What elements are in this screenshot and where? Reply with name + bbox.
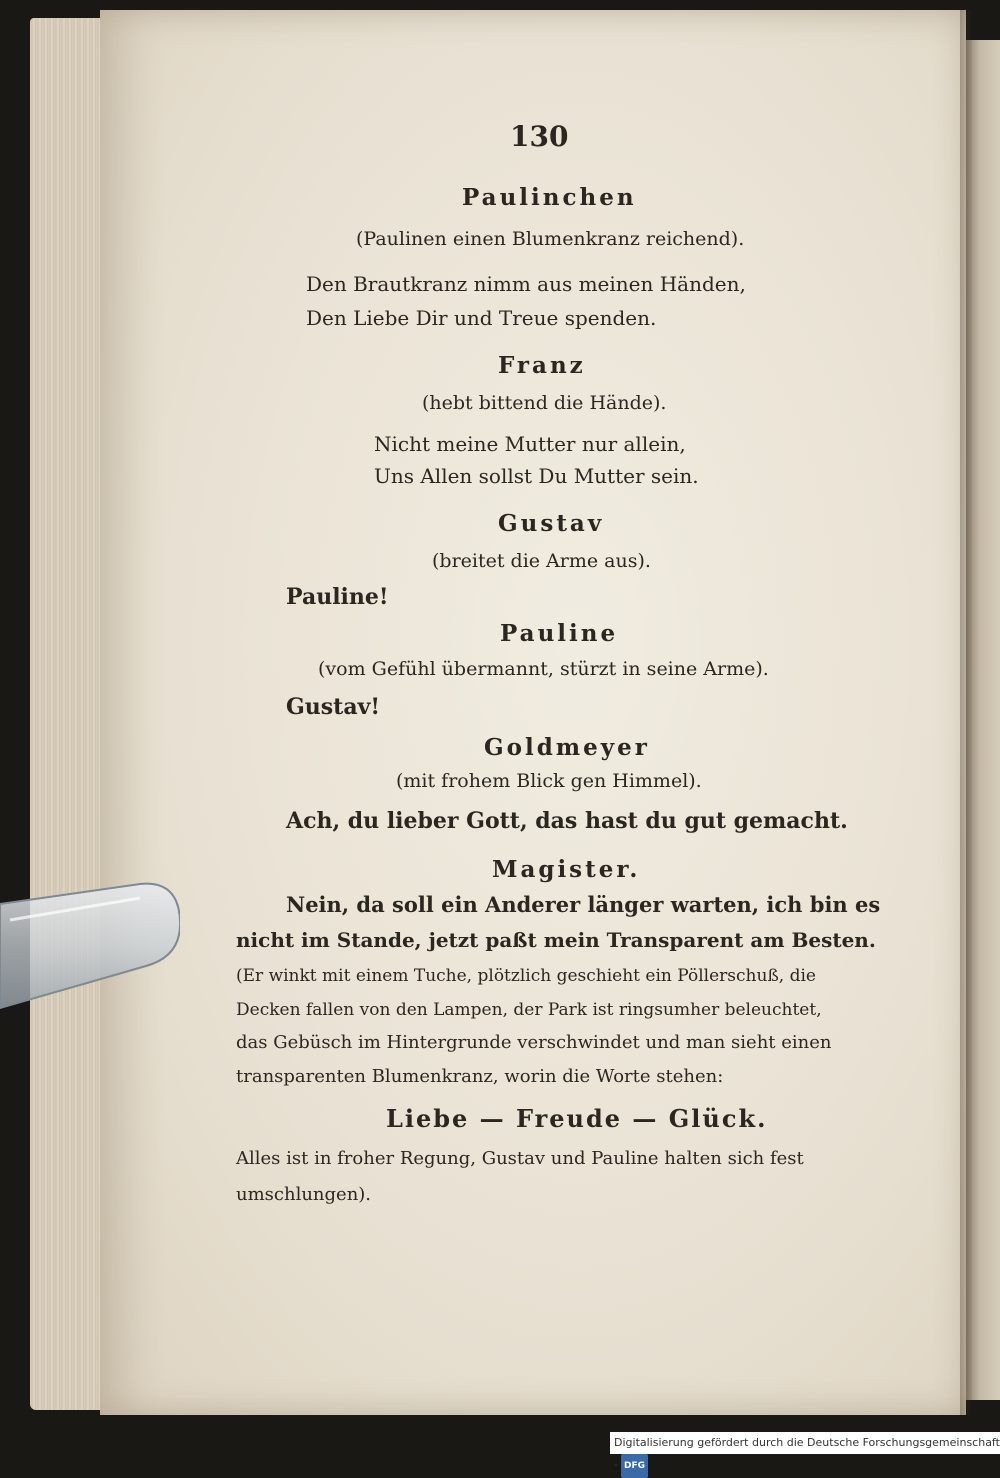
dfg-logo: DFG [621,1454,648,1478]
verse-line: Den Brautkranz nimm aus meinen Händen, [306,272,746,296]
digitization-footer [610,1432,1000,1471]
book-page [100,10,966,1415]
speech-line: Ach, du lieber Gott, das hast du gut gemacht. [286,808,848,834]
stage-direction: (hebt bittend die Hände). [422,392,667,414]
stage-direction: (mit frohem Blick gen Himmel). [396,770,702,792]
stage-direction: (vom Gefühl übermannt, stürzt in seine Arme). [318,658,769,680]
speaker-goldmeyer: Goldmeyer [484,734,650,761]
stage-direction: transparenten Blumenkranz, worin die Worte stehen: [236,1066,724,1087]
speaker-franz: Franz [498,352,586,379]
stage-direction: umschlungen). [236,1184,372,1205]
stage-direction: (Er winkt mit einem Tuche, plötzlich geschieht ein Pöllerschuß, die [236,966,816,986]
speaker-pauline: Pauline [500,620,619,647]
page-gutter [960,10,972,1415]
stage-direction: (breitet die Arme aus). [432,550,651,572]
stage-direction: Decken fallen von den Lampen, der Park ist ringsumher beleuchtet, [236,1000,822,1020]
page-number: 130 [510,120,569,153]
page-edges [30,18,110,1410]
verse-line: Uns Allen sollst Du Mutter sein. [374,464,699,488]
stage-direction: Alles ist in froher Regung, Gustav und Pauline halten sich fest [236,1148,804,1169]
verse-line: Den Liebe Dir und Treue spenden. [306,306,657,330]
speech-line: Gustav! [286,694,381,720]
verse-line: Nicht meine Mutter nur allein, [374,432,686,456]
stage-direction: (Paulinen einen Blumenkranz reichend). [356,228,745,250]
speech-line: Pauline! [286,584,389,610]
speaker-paulinchen: Paulinchen [462,184,637,211]
speech-line: Nein, da soll ein Anderer länger warten, ich bin es [286,892,881,917]
stage-direction: das Gebüsch im Hintergrunde verschwindet und man sieht einen [236,1032,832,1053]
transparent-words: Liebe — Freude — Glück. [386,1104,768,1133]
speaker-gustav: Gustav [498,510,605,537]
footer-text: Digitalisierung gefördert durch die Deutsche Forschungsgemeinschaft - [614,1436,1000,1471]
speaker-magister: Magister. [492,856,641,883]
speech-line: nicht im Stande, jetzt paßt mein Transparent am Besten. [236,928,876,952]
